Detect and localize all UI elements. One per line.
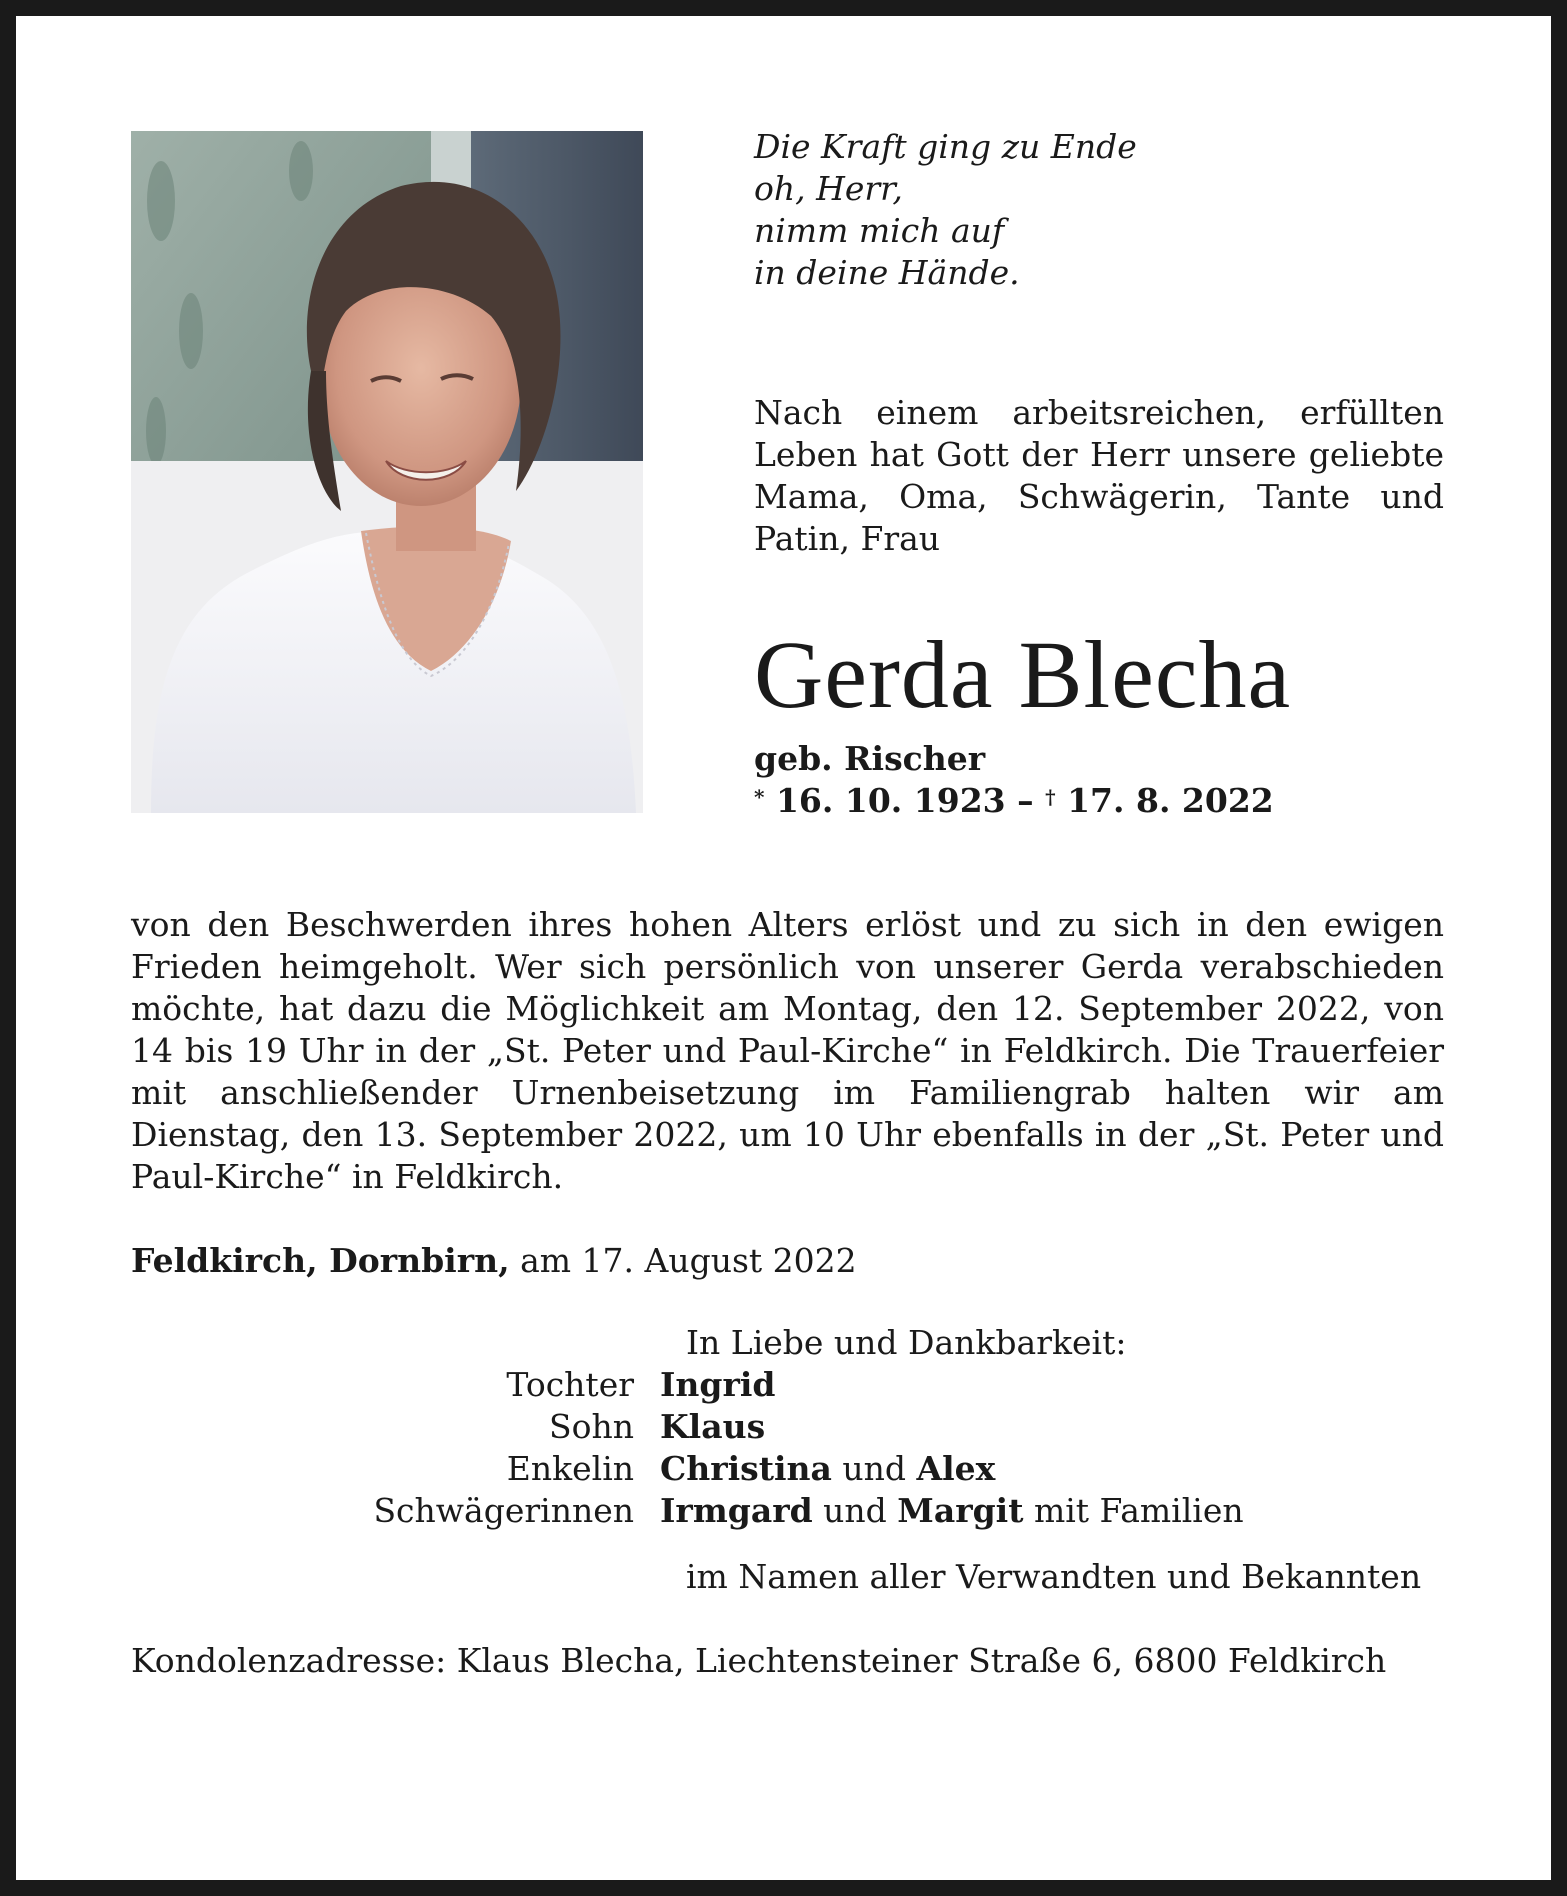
family-row — [131, 1490, 1444, 1532]
death-date: 17. 8. 2022 — [1067, 781, 1274, 820]
poem-line: in deine Hände. — [754, 253, 1020, 292]
poem-line: nimm mich auf — [754, 211, 1005, 250]
family-name: Christina — [660, 1449, 832, 1488]
family-name: Margit — [897, 1491, 1024, 1530]
family-relation: Sohn — [549, 1407, 634, 1446]
family-name: Klaus — [660, 1407, 766, 1446]
deceased-name: Gerda Blecha — [754, 621, 1292, 728]
portrait-photo — [131, 131, 643, 813]
closing-line: im Namen aller Verwandten und Bekannten — [686, 1557, 1422, 1596]
family-row — [131, 1406, 1444, 1448]
obituary-page — [16, 16, 1551, 1880]
place-date — [131, 1240, 857, 1282]
life-dates — [754, 780, 1274, 822]
family-name: Alex — [916, 1449, 996, 1488]
date-separator: – — [1005, 781, 1046, 820]
birth-name: geb. Rischer — [754, 739, 986, 778]
birth-symbol: * — [754, 785, 765, 809]
death-symbol: † — [1045, 785, 1056, 809]
poem — [754, 126, 1454, 294]
places: Feldkirch, Dornbirn, — [131, 1241, 510, 1280]
family-names — [660, 1406, 765, 1448]
body-text: von den Beschwerden ihres hohen Alters erlöst und zu sich in den ewigen Frieden heimgeholt. Wer sich persönlich von unserer Gerda verabschieden möchte, hat dazu die Möglichkeit am Montag, den 12. September 2022, von 14 bis 19 Uhr in der „St. Peter und Paul-Kirche“ in Feldkirch. Die Trauerfeier mit anschließender Urnenbeisetzung im Familiengrab halten wir am Dienstag, den 13. September 2022, um 10 Uhr ebenfalls in der „St. Peter und Paul-Kirche“ in Feldkirch. — [131, 905, 1444, 1196]
birth-date: 16. 10. 1923 — [775, 781, 1006, 820]
poem-line: oh, Herr, — [754, 169, 903, 208]
poem-line: Die Kraft ging zu Ende — [754, 127, 1137, 166]
condolence-address: Kondolenzadresse: Klaus Blecha, Liechtensteiner Straße 6, 6800 Feldkirch — [131, 1641, 1387, 1680]
family-names — [660, 1364, 776, 1406]
thanks-line: In Liebe und Dankbarkeit: — [686, 1323, 1127, 1362]
family-suffix: mit Familien — [1023, 1491, 1244, 1530]
family-row — [131, 1364, 1444, 1406]
family-relation: Enkelin — [506, 1449, 634, 1488]
family-list — [131, 1364, 1444, 1532]
family-names — [660, 1448, 995, 1490]
family-name: Ingrid — [660, 1365, 776, 1404]
date-line: am 17. August 2022 — [520, 1241, 857, 1280]
family-joiner: und — [812, 1491, 898, 1530]
family-joiner: und — [831, 1449, 917, 1488]
family-names — [660, 1490, 1244, 1532]
family-name: Irmgard — [660, 1491, 813, 1530]
family-row — [131, 1448, 1444, 1490]
family-relation: Schwägerinnen — [373, 1491, 634, 1530]
family-relation: Tochter — [506, 1365, 634, 1404]
intro-text: Nach einem arbeitsreichen, erfüllten Leben hat Gott der Herr unsere geliebte Mama, Oma, Schwägerin, Tante und Patin, Frau — [754, 393, 1444, 558]
